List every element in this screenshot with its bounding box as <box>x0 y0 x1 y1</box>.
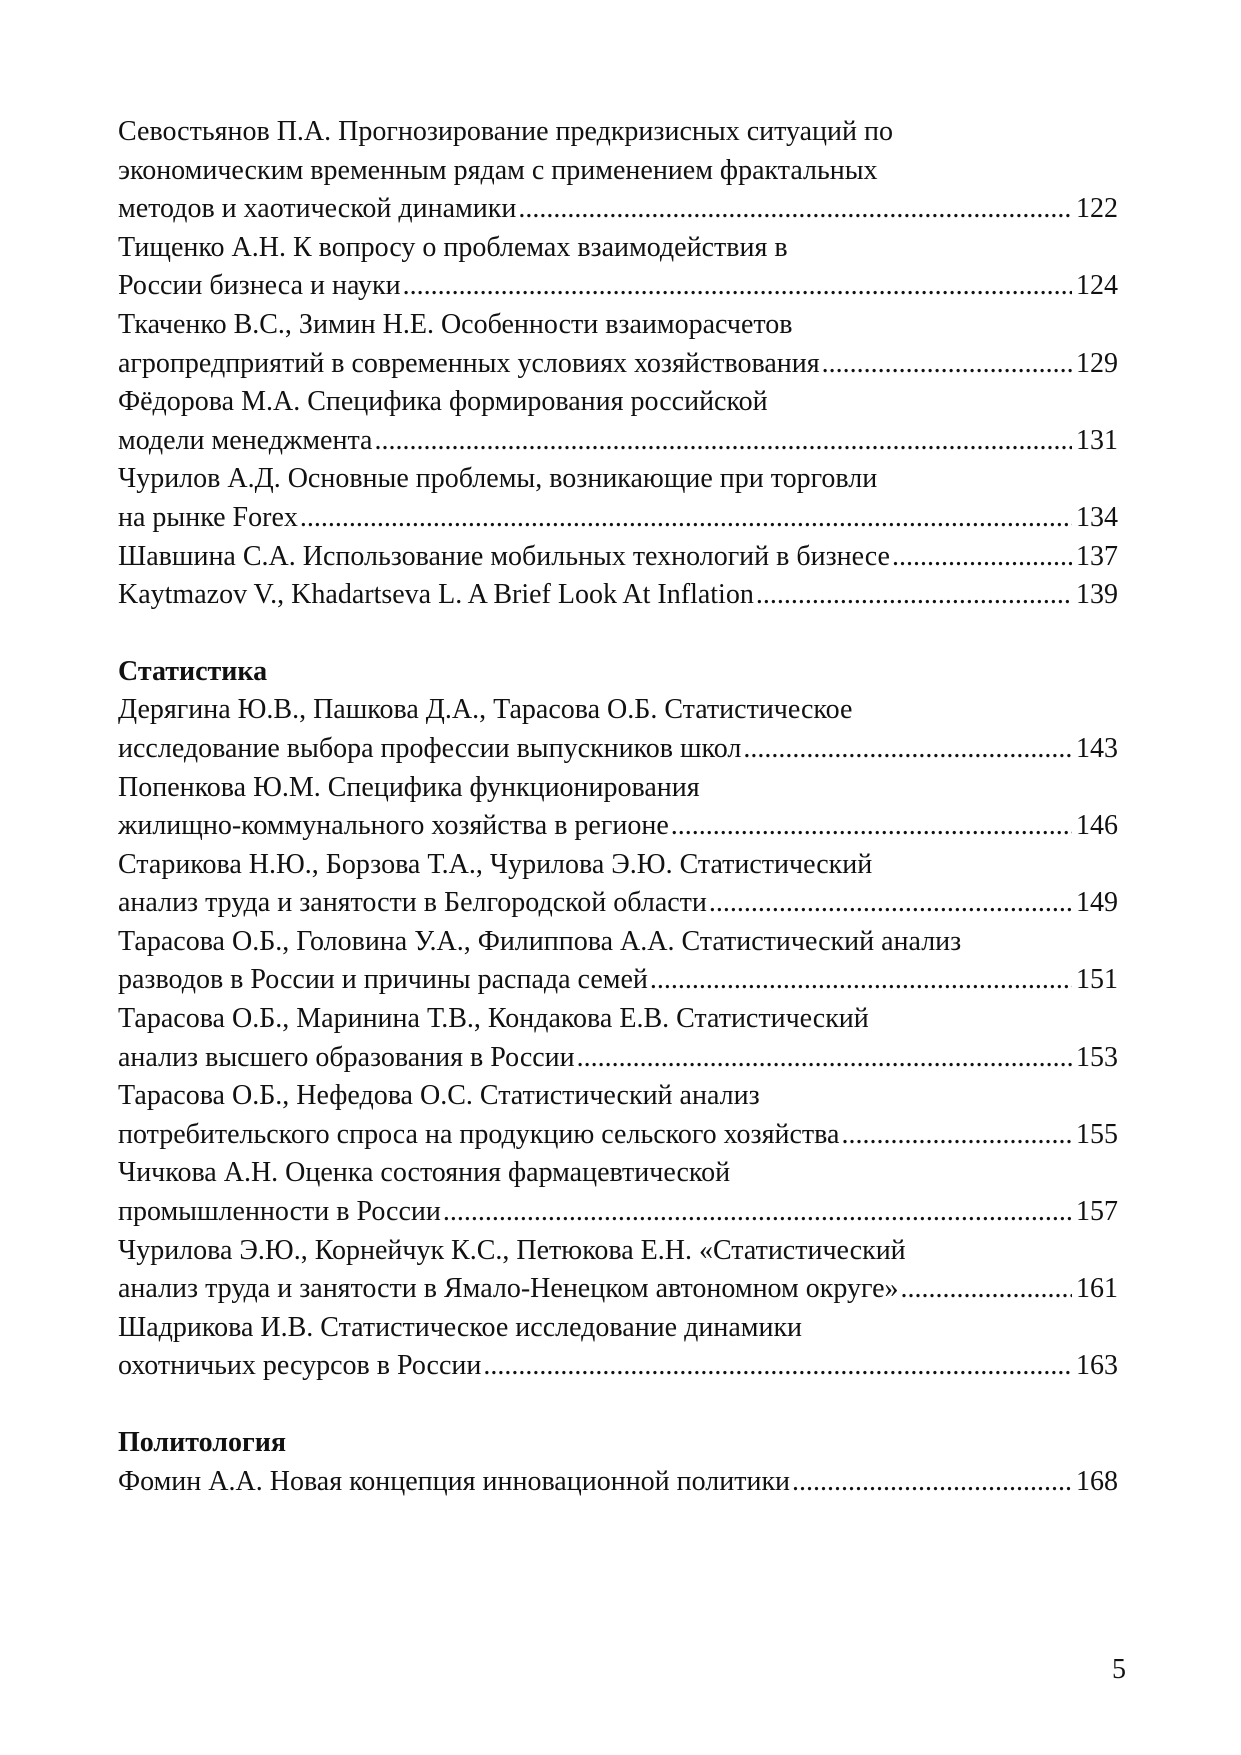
toc-entry <box>118 769 1118 846</box>
toc-group-politology <box>118 1463 1118 1502</box>
dot-leader <box>901 1270 1072 1309</box>
toc-entry <box>118 1000 1118 1077</box>
toc-entry-page-number: 157 <box>1076 1196 1118 1228</box>
dot-leader <box>300 499 1072 538</box>
toc-entry-text: Шавшина С.А. Использование мобильных технологий в бизнесе <box>118 540 890 572</box>
dot-leader <box>483 1347 1072 1386</box>
section-gap <box>118 1386 1118 1424</box>
toc-entry-page-number: 124 <box>1076 270 1118 302</box>
toc-entry-page-number: 153 <box>1076 1041 1118 1073</box>
toc-entry-text: разводов в России и причины распада семей <box>118 964 648 996</box>
toc-entry-page-number: 134 <box>1076 501 1118 533</box>
toc-entry-last-line <box>118 1116 1118 1155</box>
table-of-contents <box>118 113 1118 1501</box>
toc-entry-text: методов и хаотической динамики <box>118 193 517 225</box>
toc-entry-text: на рынке Forex <box>118 501 298 533</box>
toc-entry <box>118 846 1118 923</box>
toc-entry-text: охотничьих ресурсов в России <box>118 1350 482 1382</box>
toc-entry <box>118 691 1118 768</box>
toc-entry-page-number: 137 <box>1076 540 1118 572</box>
toc-entry-last-line <box>118 576 1118 615</box>
toc-entry-line: Фёдорова М.А. Специфика формирования российской <box>118 386 768 418</box>
page-number: 5 <box>1112 1654 1126 1685</box>
toc-entry-page-number: 168 <box>1076 1465 1118 1497</box>
toc-entry <box>118 383 1118 460</box>
toc-entry-line: Севостьянов П.А. Прогнозирование предкризисных ситуаций по <box>118 116 893 147</box>
dot-leader <box>822 345 1072 384</box>
dot-leader <box>443 1193 1072 1232</box>
toc-entry <box>118 538 1118 577</box>
toc-entry <box>118 306 1118 383</box>
section-gap <box>118 615 1118 653</box>
toc-entry <box>118 229 1118 306</box>
toc-entry-line: Попенкова Ю.М. Специфика функционирования <box>118 771 700 803</box>
toc-entry-text: анализ труда и занятости в Ямало-Ненецком автономном округе» <box>118 1273 899 1305</box>
toc-entry-last-line <box>118 190 1118 229</box>
toc-entry <box>118 1154 1118 1231</box>
toc-entry-line: Ткаченко В.С., Зимин Н.Е. Особенности взаиморасчетов <box>118 308 793 340</box>
toc-entry <box>118 1309 1118 1386</box>
toc-entry-line: Тарасова О.Б., Нефедова О.С. Статистический анализ <box>118 1080 760 1112</box>
toc-entry-line: Чичкова А.Н. Оценка состояния фармацевтической <box>118 1157 731 1189</box>
toc-entry-last-line <box>118 1463 1118 1502</box>
dot-leader <box>709 884 1072 923</box>
toc-entry-last-line <box>118 499 1118 538</box>
toc-entry-text: модели менеджмента <box>118 424 373 456</box>
toc-entry-page-number: 146 <box>1076 810 1118 842</box>
dot-leader <box>841 1116 1072 1155</box>
dot-leader <box>743 730 1072 769</box>
dot-leader <box>577 1039 1072 1078</box>
toc-entry-last-line <box>118 1039 1118 1078</box>
dot-leader <box>756 576 1072 615</box>
toc-entry-line: Тищенко А.Н. К вопросу о проблемах взаимодействия в <box>118 231 788 263</box>
toc-entry-line: Шадрикова И.В. Статистическое исследование динамики <box>118 1311 803 1343</box>
toc-entry-page-number: 131 <box>1076 424 1118 456</box>
toc-entry-page-number: 155 <box>1076 1118 1118 1150</box>
toc-entry-line: Чурилов А.Д. Основные проблемы, возникающие при торговли <box>118 463 878 495</box>
toc-entry-line: Тарасова О.Б., Головина У.А., Филиппова А.А. Статистический анализ <box>118 925 962 957</box>
dot-leader <box>403 267 1072 306</box>
toc-entry-text: жилищно-коммунального хозяйства в регионе <box>118 810 669 842</box>
toc-entry-text: анализ труда и занятости в Белгородской области <box>118 887 707 919</box>
toc-entry-page-number: 129 <box>1076 347 1118 379</box>
toc-entry-last-line <box>118 961 1118 1000</box>
toc-group-economics <box>118 113 1118 615</box>
toc-entry-line: экономическим временным рядам с применением фрактальных <box>118 154 878 186</box>
toc-entry-line: Дерягина Ю.В., Пашкова Д.А., Тарасова О.Б. Статистическое <box>118 694 853 726</box>
toc-entry-last-line <box>118 884 1118 923</box>
dot-leader <box>892 538 1072 577</box>
toc-entry-last-line <box>118 1347 1118 1386</box>
dot-leader <box>650 961 1072 1000</box>
toc-entry-last-line <box>118 538 1118 577</box>
toc-entry-text: промышленности в России <box>118 1196 441 1228</box>
toc-entry-page-number: 139 <box>1076 579 1118 611</box>
toc-entry-text: анализ высшего образования в России <box>118 1041 575 1073</box>
toc-entry-last-line <box>118 345 1118 384</box>
toc-entry-page-number: 149 <box>1076 887 1118 919</box>
toc-entry <box>118 923 1118 1000</box>
toc-entry-page-number: 151 <box>1076 964 1118 996</box>
toc-entry <box>118 460 1118 537</box>
toc-entry-last-line <box>118 1193 1118 1232</box>
toc-entry-line: Старикова Н.Ю., Борзова Т.А., Чурилова Э.Ю. Статистический <box>118 848 873 880</box>
dot-leader <box>671 807 1072 846</box>
toc-entry-last-line <box>118 730 1118 769</box>
toc-entry-last-line <box>118 1270 1118 1309</box>
toc-entry-page-number: 161 <box>1076 1273 1118 1305</box>
toc-entry-last-line <box>118 267 1118 306</box>
toc-entry <box>118 576 1118 615</box>
toc-entry-text: агропредприятий в современных условиях хозяйствования <box>118 347 820 379</box>
toc-entry-text: России бизнеса и науки <box>118 270 401 302</box>
dot-leader <box>792 1463 1072 1502</box>
toc-entry-text: Фомин А.А. Новая концепция инновационной политики <box>118 1465 791 1497</box>
toc-entry-line: Тарасова О.Б., Маринина Т.В., Кондакова Е.В. Статистический <box>118 1003 869 1035</box>
toc-entry-line: Чурилова Э.Ю., Корнейчук К.С., Петюкова Е.Н. «Статистический <box>118 1234 906 1266</box>
dot-leader <box>518 190 1072 229</box>
section-title-statistics: Статистика <box>118 655 268 687</box>
toc-entry-last-line <box>118 422 1118 461</box>
toc-entry <box>118 1463 1118 1502</box>
toc-entry-text: исследование выбора профессии выпускников школ <box>118 732 742 764</box>
toc-group-statistics <box>118 691 1118 1386</box>
dot-leader <box>374 422 1072 461</box>
section-title-politology: Политология <box>118 1427 286 1458</box>
toc-entry-text: Kaytmazov V., Khadartseva L. A Brief Look At Inflation <box>118 579 754 611</box>
toc-entry <box>118 1232 1118 1309</box>
toc-entry-page-number: 163 <box>1076 1350 1118 1382</box>
toc-entry <box>118 1077 1118 1154</box>
toc-entry-text: потребительского спроса на продукцию сельского хозяйства <box>118 1118 840 1150</box>
toc-entry-last-line <box>118 807 1118 846</box>
toc-entry <box>118 113 1118 229</box>
toc-entry-page-number: 143 <box>1076 732 1118 764</box>
toc-entry-page-number: 122 <box>1076 193 1118 225</box>
